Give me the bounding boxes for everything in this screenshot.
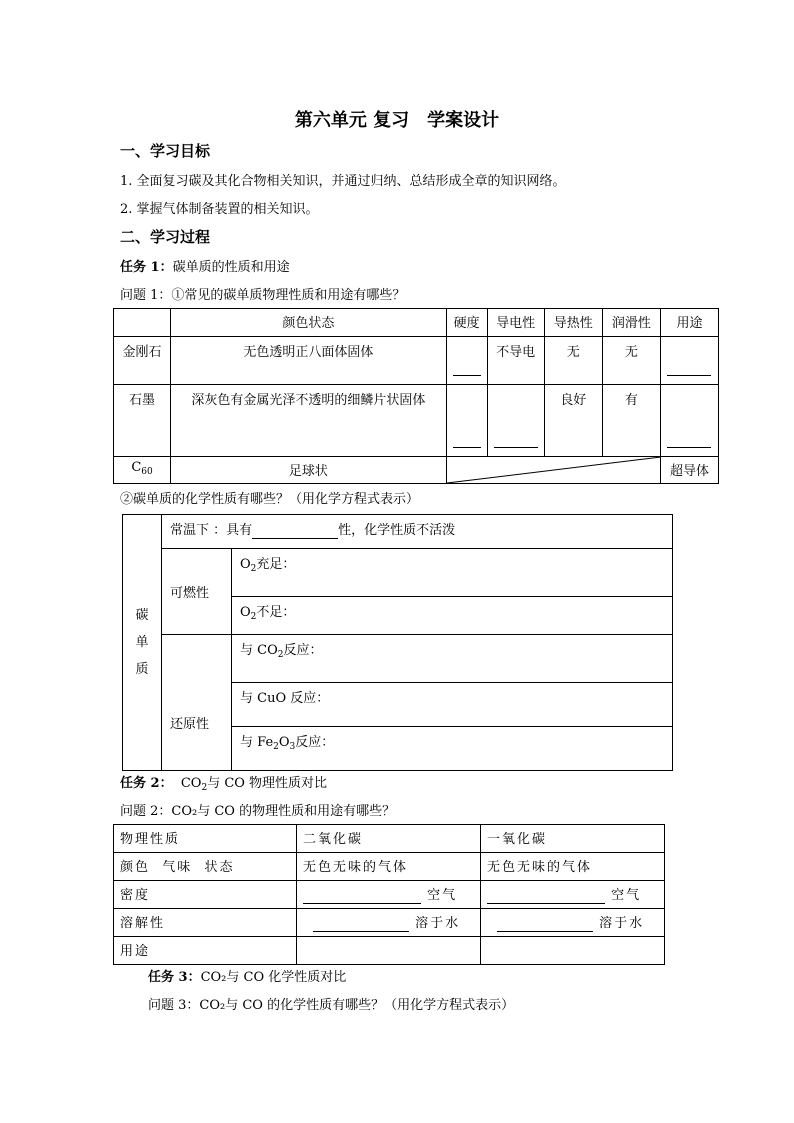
- row-color-co2: 无色无味的气体: [297, 853, 481, 881]
- task3-text: CO₂与 CO 化学性质对比: [200, 970, 347, 985]
- header-property: 物理性质: [114, 825, 297, 853]
- header-lubricity: 润滑性: [602, 309, 660, 337]
- row-graphite-conductivity-blank[interactable]: [487, 385, 544, 457]
- row-density-label: 密度: [114, 881, 297, 909]
- row-usage-label: 用途: [114, 937, 297, 965]
- row-diamond-hardness-blank[interactable]: [446, 337, 487, 385]
- task1-question2: ②碳单质的化学性质有哪些？（用化学方程式表示）: [120, 492, 420, 507]
- header-co2: 二氧化碳: [297, 825, 481, 853]
- row-diamond-name: 金刚石: [114, 337, 171, 385]
- row-usage-co2[interactable]: [297, 937, 481, 965]
- room-temp-cell: 常温下 ：具有 性，化学性质不活泼: [162, 515, 673, 549]
- row-solubility-label: 溶解性: [114, 909, 297, 937]
- with-fe2o3-cell[interactable]: 与 $Fe_2O_3$反应：: [232, 727, 673, 771]
- task1-line: [120, 256, 290, 275]
- row-graphite-name: 石墨: [114, 385, 171, 457]
- row-density-co[interactable]: 空气: [481, 881, 665, 909]
- row-graphite-hardness-blank[interactable]: [446, 385, 487, 457]
- row-color-label: 颜色 气味 状态: [114, 853, 297, 881]
- row-c60-name: $C_{60}$: [114, 457, 171, 484]
- task3-line: [148, 966, 346, 985]
- row-c60-color: 足球状: [171, 457, 446, 484]
- section1-heading: 一、学习目标: [120, 142, 211, 160]
- row-diamond-usage-blank[interactable]: [660, 337, 718, 385]
- reducing-label: 还原性: [162, 635, 232, 771]
- row-c60-usage: 超导体: [660, 457, 718, 484]
- header-thermal: 导热性: [544, 309, 602, 337]
- header-color-state: 颜色状态: [171, 309, 446, 337]
- row-diamond-lubricity: 无: [602, 337, 660, 385]
- row-solubility-co[interactable]: 溶于水: [481, 909, 665, 937]
- row-graphite-lubricity: 有: [602, 385, 660, 457]
- row-diamond-conductivity: 不导电: [487, 337, 544, 385]
- row-graphite-thermal: 良好: [544, 385, 602, 457]
- row-graphite-usage-blank[interactable]: [660, 385, 718, 457]
- row-usage-co[interactable]: [481, 937, 665, 965]
- carbon-side-label: 碳 单 质: [123, 515, 162, 771]
- task1-text: 碳单质的性质和用途: [172, 260, 290, 275]
- o2-insufficient-cell[interactable]: $O_2$不足：: [232, 597, 673, 635]
- row-color-co: 无色无味的气体: [481, 853, 665, 881]
- diagonal-line: [447, 457, 661, 484]
- header-conductivity: 导电性: [487, 309, 544, 337]
- o2-sufficient-cell[interactable]: $O_2$充足：: [232, 549, 673, 597]
- stability-blank[interactable]: [252, 523, 338, 539]
- task1-question1: 问题 1：①常见的碳单质物理性质和用途有哪些？: [120, 288, 406, 303]
- row-graphite-color: 深灰色有金属光泽不透明的细鳞片状固体: [171, 385, 446, 457]
- flammable-label: 可燃性: [162, 549, 232, 635]
- header-hardness: 硬度: [446, 309, 487, 337]
- task1-label: 任务 1：: [120, 260, 173, 275]
- header-cell-blank: [114, 309, 171, 337]
- task2-line: 任务 2： $CO_2$与 CO 物理性质对比: [120, 776, 328, 793]
- row-diamond-thermal: 无: [544, 337, 602, 385]
- with-co2-cell[interactable]: 与 $CO_2$反应：: [232, 635, 673, 683]
- header-co: 一氧化碳: [481, 825, 665, 853]
- task2-label: 任务 2：: [120, 776, 173, 791]
- row-density-co2[interactable]: 空气: [297, 881, 481, 909]
- row-c60-merged-cell: [446, 457, 660, 484]
- row-diamond-color: 无色透明正八面体固体: [171, 337, 446, 385]
- with-cuo-cell[interactable]: 与 CuO 反应：: [232, 683, 673, 727]
- row-solubility-co2[interactable]: 溶于水: [297, 909, 481, 937]
- task3-question: 问题 3：CO₂与 CO 的化学性质有哪些？（用化学方程式表示）: [148, 998, 515, 1013]
- goal-item-1: 1. 全面复习碳及其化合物相关知识，并通过归纳、总结形成全章的知识网络。: [120, 174, 566, 189]
- carbon-chemical-table: [122, 514, 673, 771]
- carbon-physical-table: [113, 308, 719, 484]
- page-title: 第六单元 复习 学案设计: [294, 110, 500, 131]
- header-usage: 用途: [660, 309, 718, 337]
- goal-item-2: 2. 掌握气体制备装置的相关知识。: [120, 202, 319, 217]
- task3-label: 任务 3：: [148, 970, 201, 985]
- co2-co-table: [113, 824, 665, 965]
- task2-question: 问题 2：CO₂与 CO 的物理性质和用途有哪些？: [120, 804, 396, 819]
- section2-heading: 二、学习过程: [120, 228, 211, 246]
